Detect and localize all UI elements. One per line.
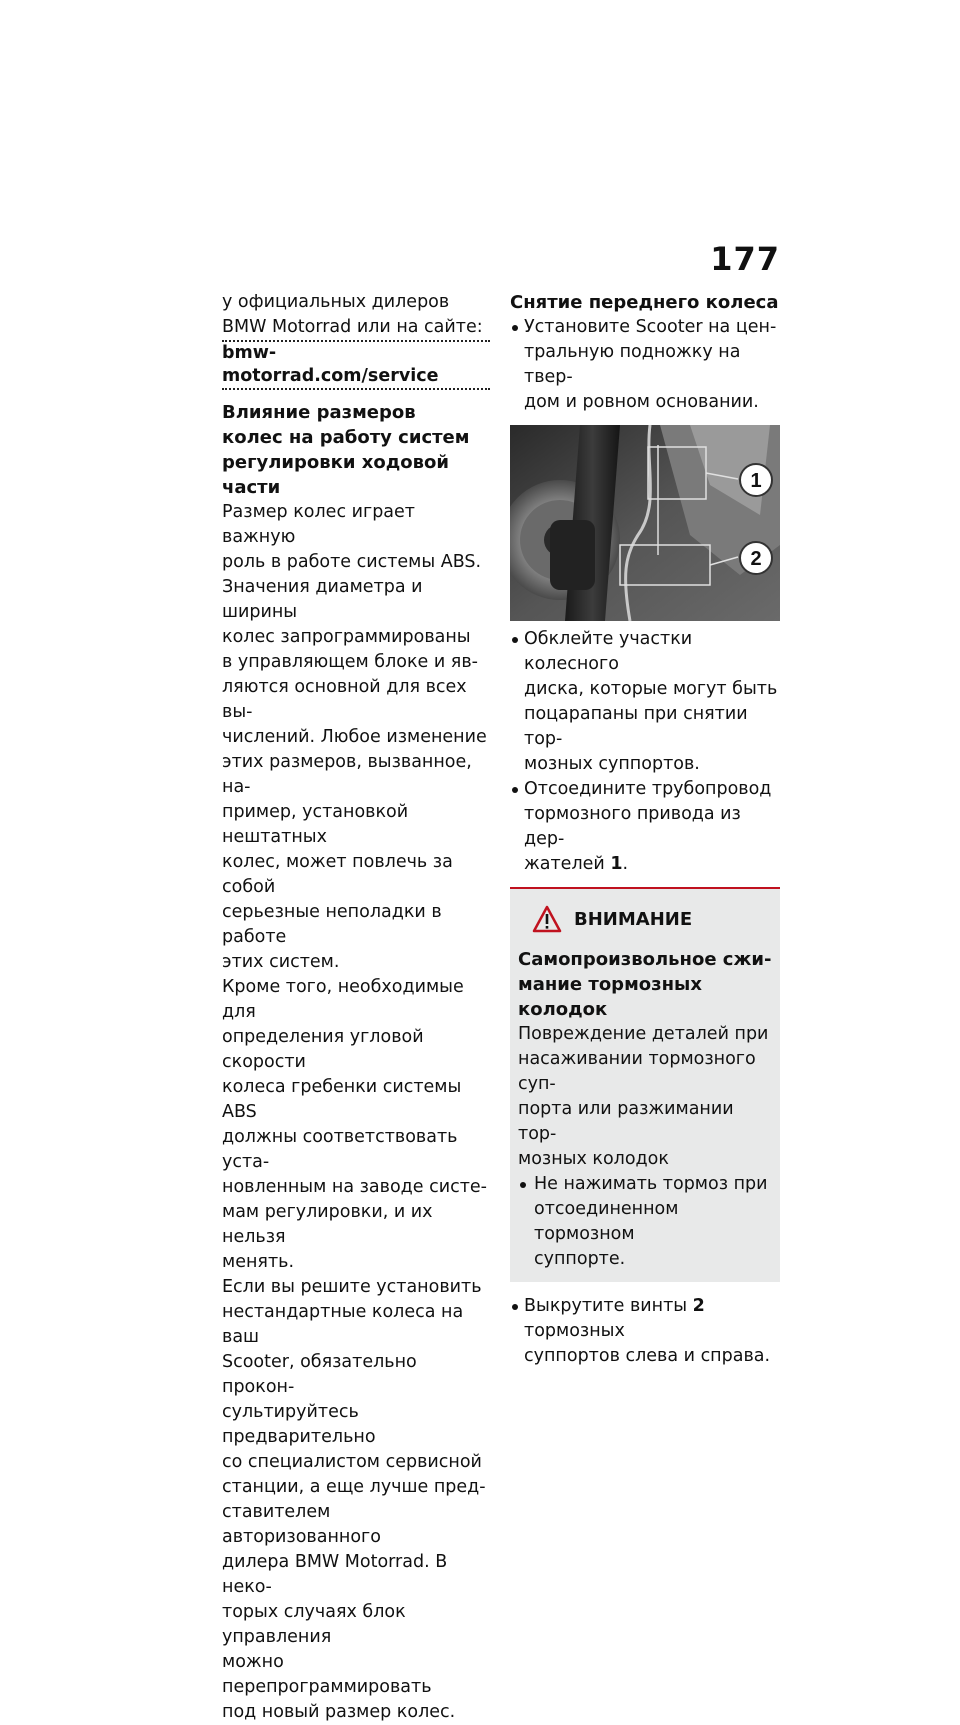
section-heading: регулировки ходовой части <box>222 452 450 498</box>
body-line: ставителем авторизованного <box>222 1502 381 1547</box>
punctuation: . <box>622 854 629 874</box>
bullet-line: диска, которые могут быть <box>524 679 778 699</box>
body-line: определения угловой скорости <box>222 1027 424 1072</box>
intro-line: у официальных дилеров <box>222 292 450 312</box>
warning-heading: мание тормозных колодок <box>518 974 702 1020</box>
body-line: серьезные неполадки в работе <box>222 902 442 947</box>
bullet-line: Установите Scooter на цен- <box>524 317 777 337</box>
callout-1-label: 1 <box>750 470 762 492</box>
body-line: колеса гребенки системы ABS <box>222 1077 462 1122</box>
warning-header <box>518 905 772 933</box>
callout-2-label: 2 <box>750 548 762 570</box>
body-line: дилера BMW Motorrad. В неко- <box>222 1552 448 1597</box>
warning-heading: Самопроизвольное сжи- <box>518 949 772 970</box>
warning-text: порта или разжимании тор- <box>518 1099 734 1144</box>
body-line: менять. <box>222 1252 295 1272</box>
warning-triangle-icon <box>532 905 562 933</box>
body-line: Размер колес играет важную <box>222 502 415 547</box>
body-line: новленным на заводе систе- <box>222 1177 487 1197</box>
warning-text: насаживании тормозного суп- <box>518 1049 756 1094</box>
body-line: пример, установкой нештатных <box>222 802 409 847</box>
body-line: можно перепрограммировать <box>222 1652 432 1697</box>
bullet-text: Выкрутите винты <box>524 1296 688 1316</box>
warning-box <box>510 887 780 1282</box>
body-line: этих систем. <box>222 952 340 972</box>
body-line: роль в работе системы ABS. <box>222 552 482 572</box>
service-link[interactable]: bmw-motorrad.com/service <box>222 340 490 390</box>
instruction-bullet <box>510 627 780 777</box>
section-heading: Снятие переднего колеса <box>510 292 779 313</box>
left-column <box>222 290 490 1725</box>
intro-line: BMW Motorrad или на сайте: <box>222 317 483 337</box>
bullet-line: тральную подножку на твер- <box>524 342 741 387</box>
bullet-line: суппорте. <box>534 1249 626 1269</box>
body-line: Значения диаметра и ширины <box>222 577 423 622</box>
body-line: в управляющем блоке и яв- <box>222 652 478 672</box>
part-number: 1 <box>610 854 623 874</box>
bullet-line: суппортов слева и справа. <box>524 1346 771 1366</box>
instruction-bullet <box>510 777 780 877</box>
body-line: сультируйтесь предварительно <box>222 1402 376 1447</box>
brake-caliper <box>550 520 595 590</box>
warning-text: Повреждение деталей при <box>518 1024 769 1044</box>
part-number: 2 <box>692 1296 705 1316</box>
body-line: под новый размер колес. <box>222 1702 456 1722</box>
bullet-line: дом и ровном основании. <box>524 392 759 412</box>
body-line: станции, а еще лучше пред- <box>222 1477 486 1497</box>
bullet-line <box>524 1294 780 1344</box>
body-line: этих размеров, вызванное, на- <box>222 752 472 797</box>
bullet-text: тормозных <box>524 1321 625 1341</box>
bullet-line: Не нажимать тормоз при <box>534 1174 768 1194</box>
body-line: со специалистом сервисной <box>222 1452 482 1472</box>
bullet-line <box>524 852 780 877</box>
bullet-line: Обклейте участки колесного <box>524 629 693 674</box>
photo-illustration <box>510 425 780 621</box>
instruction-bullet <box>510 1294 780 1369</box>
page-number: 177 <box>710 240 780 278</box>
body-line: мам регулировки, и их нельзя <box>222 1202 433 1247</box>
section-heading: колес на работу систем <box>222 427 470 448</box>
body-line: Если вы решите установить <box>222 1277 482 1297</box>
bullet-text: жателей <box>524 854 605 874</box>
body-line: Scooter, обязательно прокон- <box>222 1352 417 1397</box>
body-line: должны соответствовать уста- <box>222 1127 458 1172</box>
body-line: нестандартные колеса на ваш <box>222 1302 464 1347</box>
section-heading: Влияние размеров <box>222 402 416 423</box>
body-line: ляются основной для всех вы- <box>222 677 467 722</box>
body-line: торых случаях блок управления <box>222 1602 406 1647</box>
warning-text: мозных колодок <box>518 1149 669 1169</box>
body-line: числений. Любое изменение <box>222 727 487 747</box>
bullet-line: мозных суппортов. <box>524 754 700 774</box>
body-line: Кроме того, необходимые для <box>222 977 464 1022</box>
bullet-line: Отсоедините трубопровод <box>524 779 772 799</box>
brake-caliper-photo <box>510 425 780 621</box>
bullet-line: отсоединенном тормозном <box>534 1199 679 1244</box>
body-line: колес, может повлечь за собой <box>222 852 453 897</box>
bullet-line: тормозного привода из дер- <box>524 804 741 849</box>
right-column <box>510 290 780 1369</box>
warning-title: ВНИМАНИЕ <box>574 908 693 930</box>
instruction-bullet <box>510 315 780 415</box>
bullet-line: поцарапаны при снятии тор- <box>524 704 748 749</box>
body-line: колес запрограммированы <box>222 627 471 647</box>
warning-bullet <box>518 1172 772 1272</box>
body-text <box>222 500 490 1725</box>
